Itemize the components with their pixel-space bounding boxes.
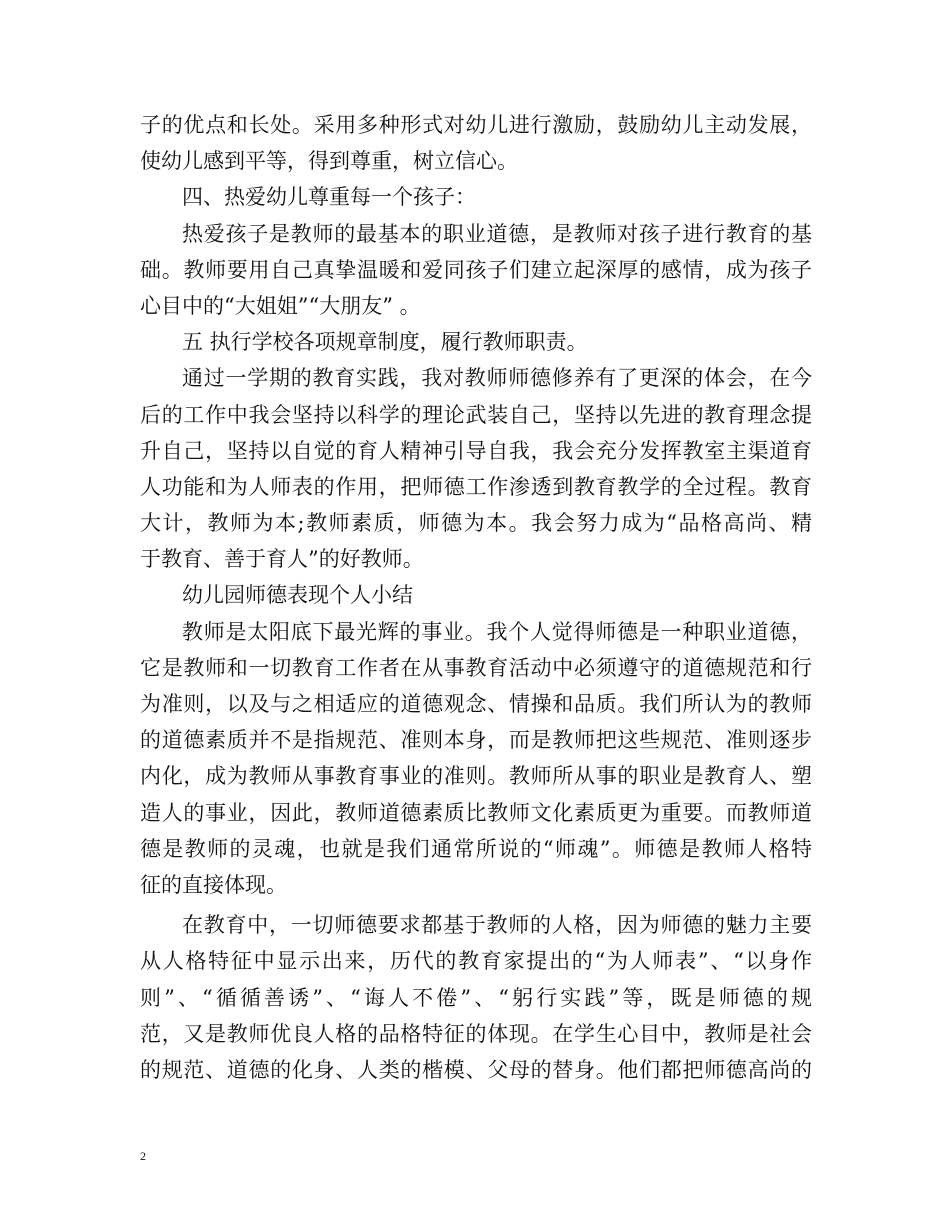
text-line: 础。教师要用自己真挚温暖和爱同孩子们建立起深厚的感情，成为孩子 xyxy=(140,257,812,282)
text-line: 在教育中，一切师德要求都基于教师的人格，因为师德的魅力主要 xyxy=(182,913,812,938)
text-line: 它是教师和一切教育工作者在从事教育活动中必须遵守的道德规范和行 xyxy=(140,655,812,680)
text-line: 心目中的“大姐姐”“大朋友” 。 xyxy=(140,293,421,318)
section-heading: 五 执行学校各项规章制度，履行教师职责。 xyxy=(182,330,588,355)
text-line: 通过一学期的教育实践，我对教师师德修养有了更深的体会，在今 xyxy=(182,366,812,391)
text-line: 为准则，以及与之相适应的道德观念、情操和品质。我们所认为的教师 xyxy=(140,692,812,716)
text-line: 人功能和为人师表的作用，把师德工作渗透到教育教学的全过程。教育 xyxy=(140,474,812,499)
text-line: 大计，教师为本;教师素质，师德为本。我会努力成为“品格高尚、精 xyxy=(140,511,812,536)
text-line: 则”、“循循善诱”、“诲人不倦”、“躬行实践”等，既是师德的规 xyxy=(140,985,812,1010)
text-line: 于教育、善于育人”的好教师。 xyxy=(140,547,424,572)
section-heading: 四、热爱幼儿尊重每一个孩子： xyxy=(182,185,476,210)
section-title: 幼儿园师德表现个人小结 xyxy=(182,583,413,608)
text-line: 的道德素质并不是指规范、准则本身，而是教师把这些规范、准则逐步 xyxy=(140,728,812,753)
text-line: 范，又是教师优良人格的品格特征的体现。在学生心目中，教师是社会 xyxy=(140,1021,812,1046)
body-text xyxy=(140,107,812,1088)
text-line: 教师是太阳底下最光辉的事业。我个人觉得师德是一种职业道德， xyxy=(182,619,812,644)
text-line: 德是教师的灵魂，也就是我们通常所说的“师魂”。师德是教师人格特 xyxy=(140,836,812,861)
text-line: 征的直接体现。 xyxy=(140,872,287,897)
text-line: 造人的事业，因此，教师道德素质比教师文化素质更为重要。而教师道 xyxy=(140,800,812,825)
text-line: 使幼儿感到平等，得到尊重，树立信心。 xyxy=(140,149,518,174)
text-line: 后的工作中我会坚持以科学的理论武装自己，坚持以先进的教育理念提 xyxy=(140,402,812,427)
text-line: 从人格特征中显示出来，历代的教育家提出的“为人师表”、“以身作 xyxy=(140,949,812,974)
text-line: 子的优点和长处。采用多种形式对幼儿进行激励，鼓励幼儿主动发展， xyxy=(140,113,812,137)
page-number: 2 xyxy=(140,1149,146,1163)
text-line: 升自己，坚持以自觉的育人精神引导自我，我会充分发挥教室主渠道育 xyxy=(140,438,812,463)
text-line: 热爱孩子是教师的最基本的职业道德，是教师对孩子进行教育的基 xyxy=(182,221,812,246)
text-line: 内化，成为教师从事教育事业的准则。教师所从事的职业是教育人、塑 xyxy=(140,764,812,789)
text-line: 的规范、道德的化身、人类的楷模、父母的替身。他们都把师德高尚的 xyxy=(140,1057,812,1082)
